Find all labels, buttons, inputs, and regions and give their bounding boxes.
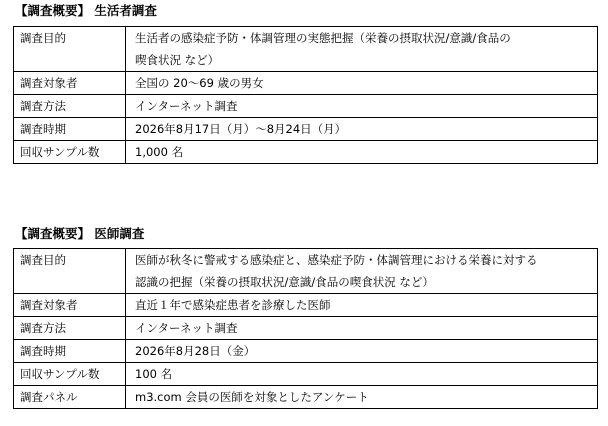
- table-row: [14, 118, 598, 141]
- row-label: 回収サンプル数: [14, 141, 126, 164]
- row-value: 2026年8月17日（月）～8月24日（月）: [126, 118, 598, 141]
- table-row: [14, 317, 598, 340]
- row-value: m3.com 会員の医師を対象としたアンケート: [126, 386, 598, 409]
- row-value: 2026年8月28日（金）: [126, 340, 598, 363]
- row-value: 全国の 20～69 歳の男女: [126, 72, 598, 95]
- row-label: 調査パネル: [14, 386, 126, 409]
- table-row: [14, 363, 598, 386]
- table-row: [14, 72, 598, 95]
- row-value: 直近１年で感染症患者を診療した医師: [126, 294, 598, 317]
- row-label: 調査時期: [14, 340, 126, 363]
- table-row: [14, 27, 598, 72]
- row-label: 調査目的: [14, 27, 126, 72]
- section-title-physician-survey: 【調査概要】 医師調査: [15, 226, 145, 241]
- table-row: [14, 95, 598, 118]
- table-row: [14, 294, 598, 317]
- row-value: [126, 27, 598, 72]
- row-value-line: 喫食状況 など）: [135, 53, 220, 67]
- section-title-consumer-survey: 【調査概要】 生活者調査: [15, 3, 157, 18]
- row-label: 調査方法: [14, 95, 126, 118]
- consumer-survey-table: [13, 26, 598, 164]
- row-label: 調査対象者: [14, 294, 126, 317]
- table-row: [14, 141, 598, 164]
- row-label: 調査時期: [14, 118, 126, 141]
- physician-survey-table: [13, 248, 598, 409]
- row-label: 回収サンプル数: [14, 363, 126, 386]
- row-value: インターネット調査: [126, 317, 598, 340]
- row-value-line: 医師が秋冬に警戒する感染症と、感染症予防・体調管理における栄養に対する: [135, 253, 538, 267]
- table-row: [14, 340, 598, 363]
- row-value-line: 認識の把握（栄養の摂取状況/意識/食品の喫食状況 など）: [135, 275, 434, 289]
- table-row: [14, 386, 598, 409]
- row-value: [126, 249, 598, 294]
- row-value-line: 生活者の感染症予防・体調管理の実態把握（栄養の摂取状況/意識/食品の: [135, 31, 511, 45]
- row-label: 調査対象者: [14, 72, 126, 95]
- row-value: インターネット調査: [126, 95, 598, 118]
- row-label: 調査目的: [14, 249, 126, 294]
- row-value: 100 名: [126, 363, 598, 386]
- table-row: [14, 249, 598, 294]
- row-value: 1,000 名: [126, 141, 598, 164]
- row-label: 調査方法: [14, 317, 126, 340]
